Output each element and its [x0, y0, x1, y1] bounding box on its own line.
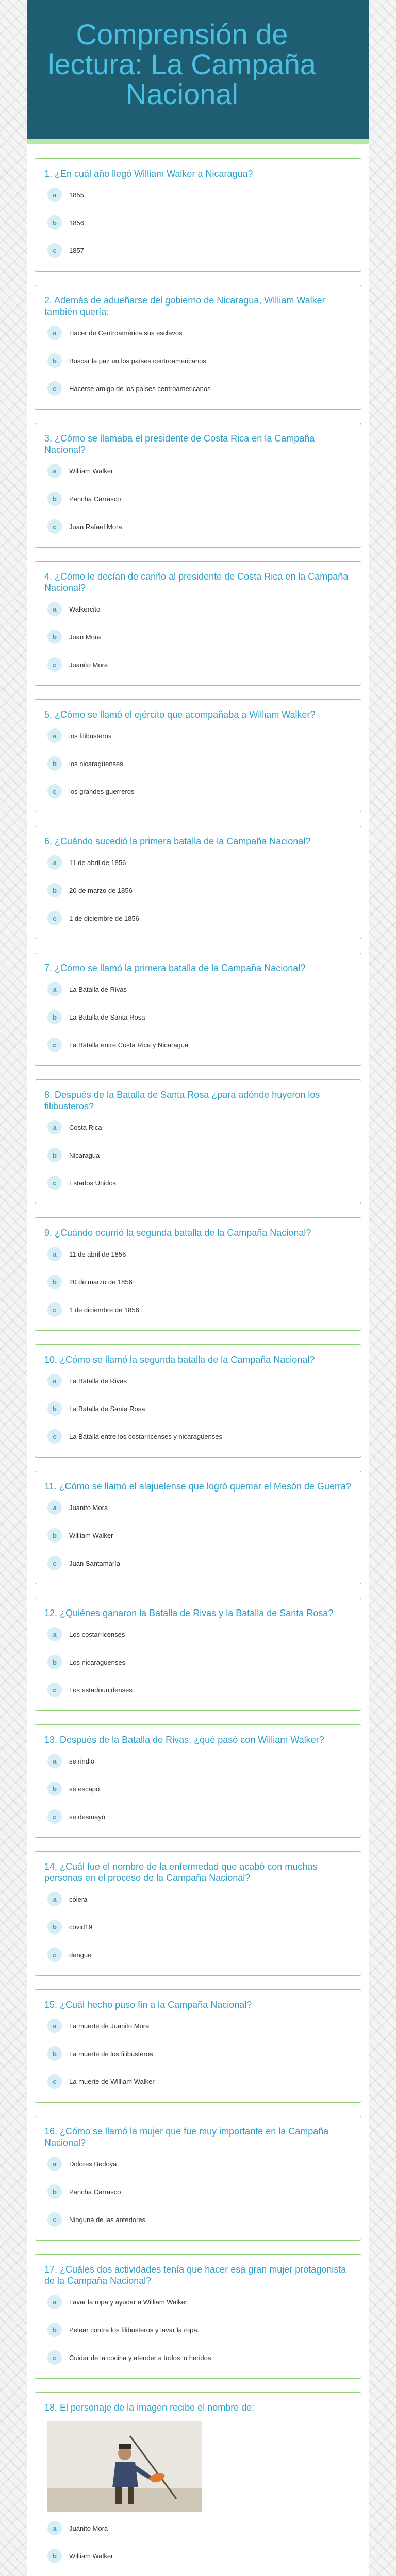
option-letter-badge: a	[47, 188, 62, 202]
question-text: 7. ¿Cómo se llamó la primera batalla de la Campaña Nacional?	[44, 963, 306, 973]
option-label: Juan Rafael Mora	[69, 522, 122, 531]
option-label: 1 de diciembre de 1856	[69, 914, 139, 922]
option-label: dengue	[69, 1951, 92, 1959]
answer-option[interactable]	[47, 2184, 353, 2199]
answer-options	[44, 464, 353, 534]
option-label: Juan Santamaría	[69, 1559, 121, 1567]
soldier-painting	[47, 2421, 202, 2512]
option-label: La muerte de los filibusteros	[69, 2049, 153, 2058]
option-letter-badge: b	[47, 2323, 62, 2337]
option-letter-badge: c	[47, 1947, 62, 1962]
option-letter-badge: c	[47, 657, 62, 672]
option-letter-badge: c	[47, 1176, 62, 1190]
answer-option[interactable]	[47, 1892, 353, 1906]
option-label: cólera	[69, 1895, 88, 1903]
option-label: Los estadounidenses	[69, 1686, 133, 1694]
answer-option[interactable]	[47, 1429, 353, 1444]
option-letter-badge: a	[47, 982, 62, 996]
answer-options	[44, 2295, 353, 2365]
option-letter-badge: c	[47, 1809, 62, 1824]
option-label: William Walker	[69, 467, 113, 475]
answer-option[interactable]	[47, 1247, 353, 1261]
question-text: 1. ¿En cuál año llegó William Walker a Nicaragua?	[44, 168, 253, 179]
answer-option[interactable]	[47, 1782, 353, 1796]
question-text: 8. Después de la Batalla de Santa Rosa ¿para adónde huyeron los filibusteros?	[44, 1090, 320, 1111]
answer-options	[44, 1500, 353, 1570]
question-text: 9. ¿Cuándo ocurrió la segunda batalla de la Campaña Nacional?	[44, 1228, 311, 1238]
option-letter-badge: b	[47, 2184, 62, 2199]
answer-option[interactable]	[47, 243, 353, 258]
question-text: 2. Además de adueñarse del gobierno de Nicaragua, William Walker también quería:	[44, 295, 325, 317]
question-text: 16. ¿Cómo se llamó la mujer que fue muy importante en la Campaña Nacional?	[44, 2126, 329, 2148]
answer-option[interactable]	[47, 2295, 353, 2309]
option-letter-badge: a	[47, 855, 62, 870]
answer-option[interactable]	[47, 602, 353, 616]
option-letter-badge: a	[47, 1120, 62, 1134]
question-card	[35, 953, 361, 1066]
answer-option[interactable]	[47, 353, 353, 368]
question-card	[35, 285, 361, 410]
answer-option[interactable]	[47, 1754, 353, 1768]
option-label: Cuidar de la cocina y atender a todos lo heridos.	[69, 2353, 213, 2362]
answer-option[interactable]	[47, 1302, 353, 1317]
answer-option[interactable]	[47, 911, 353, 925]
option-letter-badge: a	[47, 602, 62, 616]
option-label: La Batalla de Santa Rosa	[69, 1404, 145, 1413]
question-card	[35, 1724, 361, 1838]
answer-option[interactable]	[47, 2350, 353, 2365]
option-label: Pelear contra los filibusteros y lavar la ropa.	[69, 2326, 200, 2334]
option-letter-badge: a	[47, 728, 62, 743]
option-label: Costa Rica	[69, 1123, 102, 1131]
question-text: 14. ¿Cuál fue el nombre de la enfermedad que acabó con muchas personas en el proceso de la Campaña Nacional?	[44, 1861, 318, 1883]
page-title: Comprensión de lectura: La Campaña Nacional	[48, 18, 316, 110]
answer-options	[44, 1892, 353, 1962]
answer-options	[44, 728, 353, 799]
hero-banner	[27, 0, 369, 139]
option-letter-badge: c	[47, 519, 62, 534]
option-letter-badge: c	[47, 2074, 62, 2089]
answer-option[interactable]	[47, 883, 353, 897]
question-card	[35, 1344, 361, 1458]
question-card	[35, 1217, 361, 1331]
answer-options	[44, 326, 353, 396]
answer-options	[44, 1754, 353, 1824]
option-letter-badge: c	[47, 1038, 62, 1052]
option-letter-badge: b	[47, 1782, 62, 1796]
option-label: Nicaragua	[69, 1151, 100, 1159]
answer-options	[44, 1627, 353, 1697]
answer-option[interactable]	[47, 1528, 353, 1543]
option-letter-badge: b	[47, 1401, 62, 1416]
answer-option[interactable]	[47, 855, 353, 870]
option-letter-badge: b	[47, 1148, 62, 1162]
option-label: 1857	[69, 246, 84, 255]
question-card	[35, 423, 361, 548]
option-label: 1855	[69, 191, 84, 199]
answer-option[interactable]	[47, 982, 353, 996]
option-label: La Batalla entre Costa Rica y Nicaragua	[69, 1041, 189, 1049]
answer-option[interactable]	[47, 2046, 353, 2061]
option-letter-badge: a	[47, 1892, 62, 1906]
question-list	[27, 144, 369, 2576]
option-letter-badge: a	[47, 2521, 62, 2535]
question-card	[35, 158, 361, 272]
answer-options	[44, 855, 353, 925]
answer-option[interactable]	[47, 188, 353, 202]
question-text: 15. ¿Cuál hecho puso fin a la Campaña Nacional?	[44, 1999, 252, 2010]
option-label: Hacerse amigo de los países centroamericanos	[69, 384, 211, 393]
question-text: 5. ¿Cómo se llamó el ejército que acompañaba a William Walker?	[44, 709, 316, 720]
option-letter-badge: c	[47, 1683, 62, 1697]
option-letter-badge: a	[47, 1627, 62, 1641]
answer-option[interactable]	[47, 1401, 353, 1416]
option-letter-badge: a	[47, 1500, 62, 1515]
option-label: 1 de diciembre de 1856	[69, 1306, 139, 1314]
quiz-page	[27, 0, 369, 2576]
answer-option[interactable]	[47, 215, 353, 230]
answer-options	[44, 2019, 353, 2089]
answer-option[interactable]	[47, 1556, 353, 1570]
option-label: Los costarricenses	[69, 1630, 125, 1638]
option-label: Ninguna de las anteriores	[69, 2215, 146, 2224]
answer-option[interactable]	[47, 1920, 353, 1934]
question-card	[35, 2392, 361, 2576]
option-label: Juanito Mora	[69, 1503, 108, 1512]
question-text: 11. ¿Cómo se llamó el alajuelense que logró quemar el Mesón de Guerra?	[44, 1481, 351, 1492]
option-letter-badge: a	[47, 2019, 62, 2033]
option-letter-badge: c	[47, 2212, 62, 2227]
option-label: Pancha Carrasco	[69, 495, 121, 503]
option-letter-badge: a	[47, 1374, 62, 1388]
question-text: 12. ¿Quiénes ganaron la Batalla de Rivas y la Batalla de Santa Rosa?	[44, 1608, 334, 1618]
answer-option[interactable]	[47, 1010, 353, 1024]
answer-option[interactable]	[47, 2157, 353, 2171]
answer-option[interactable]	[47, 1683, 353, 1697]
option-letter-badge: b	[47, 756, 62, 771]
answer-option[interactable]	[47, 2212, 353, 2227]
option-label: 11 de abril de 1856	[69, 1250, 126, 1258]
question-text: 13. Después de la Batalla de Rivas, ¿qué pasó con William Walker?	[44, 1735, 324, 1745]
option-label: 20 de marzo de 1856	[69, 886, 133, 894]
option-letter-badge: c	[47, 784, 62, 799]
option-label: Juanito Mora	[69, 660, 108, 669]
option-letter-badge: b	[47, 1655, 62, 1669]
option-letter-badge: c	[47, 1556, 62, 1570]
option-label: Walkercito	[69, 605, 101, 613]
option-label: 11 de abril de 1856	[69, 858, 126, 867]
option-label: los filibusteros	[69, 732, 112, 740]
answer-option[interactable]	[47, 784, 353, 799]
question-text: 3. ¿Cómo se llamaba el presidente de Costa Rica en la Campaña Nacional?	[44, 433, 315, 455]
answer-option[interactable]	[47, 464, 353, 478]
option-letter-badge: c	[47, 1302, 62, 1317]
answer-options	[44, 2157, 353, 2227]
option-label: los grandes guerreros	[69, 787, 135, 795]
option-letter-badge: b	[47, 2549, 62, 2563]
option-letter-badge: b	[47, 1010, 62, 1024]
option-label: 1856	[69, 218, 84, 227]
question-card	[35, 561, 361, 686]
option-label: se desmayó	[69, 1812, 106, 1821]
option-label: Estados Unidos	[69, 1179, 117, 1187]
question-text: 10. ¿Cómo se llamó la segunda batalla de la Campaña Nacional?	[44, 1354, 315, 1365]
answer-option[interactable]	[47, 2521, 353, 2535]
question-text: 18. El personaje de la imagen recibe el nombre de:	[44, 2402, 255, 2413]
question-card	[35, 2254, 361, 2379]
question-image	[47, 2421, 202, 2512]
answer-option[interactable]	[47, 381, 353, 396]
question-text: 4. ¿Cómo le decían de cariño al presidente de Costa Rica en la Campaña Nacional?	[44, 571, 349, 593]
option-letter-badge: b	[47, 1528, 62, 1543]
answer-option[interactable]	[47, 1809, 353, 1824]
option-letter-badge: a	[47, 326, 62, 340]
answer-option[interactable]	[47, 1500, 353, 1515]
option-label: La Batalla de Santa Rosa	[69, 1013, 145, 1021]
option-label: La Batalla entre los costarricenses y nicaragüenses	[69, 1432, 222, 1440]
question-card	[35, 1851, 361, 1976]
question-card	[35, 699, 361, 812]
answer-option[interactable]	[47, 2074, 353, 2089]
answer-option[interactable]	[47, 492, 353, 506]
answer-option[interactable]	[47, 756, 353, 771]
option-label: Hacer de Centroamérica sus esclavos	[69, 329, 183, 337]
option-letter-badge: c	[47, 1429, 62, 1444]
option-label: La muerte de Juanito Mora	[69, 2022, 150, 2030]
answer-option[interactable]	[47, 1120, 353, 1134]
question-card	[35, 1471, 361, 1584]
option-letter-badge: b	[47, 353, 62, 368]
option-label: se rindió	[69, 1757, 95, 1765]
option-label: Dolores Bedoya	[69, 2160, 117, 2168]
answer-options	[44, 1120, 353, 1190]
option-label: Buscar la paz en los países centroamericanos	[69, 357, 206, 365]
answer-option[interactable]	[47, 326, 353, 340]
answer-option[interactable]	[47, 2019, 353, 2033]
answer-option[interactable]	[47, 630, 353, 644]
option-letter-badge: b	[47, 215, 62, 230]
question-card	[35, 2116, 361, 2241]
option-letter-badge: a	[47, 2295, 62, 2309]
option-label: los nicaragüenses	[69, 759, 123, 768]
answer-options	[44, 1374, 353, 1444]
option-label: La Batalla de Rivas	[69, 985, 127, 993]
option-letter-badge: a	[47, 1247, 62, 1261]
option-letter-badge: c	[47, 243, 62, 258]
answer-option[interactable]	[47, 657, 353, 672]
answer-option[interactable]	[47, 1275, 353, 1289]
option-label: William Walker	[69, 2552, 113, 2560]
answer-option[interactable]	[47, 1627, 353, 1641]
answer-option[interactable]	[47, 728, 353, 743]
answer-options	[44, 2521, 353, 2576]
accent-bar	[27, 139, 369, 144]
option-letter-badge: c	[47, 381, 62, 396]
answer-options	[44, 602, 353, 672]
option-letter-badge: c	[47, 911, 62, 925]
answer-option[interactable]	[47, 1655, 353, 1669]
option-letter-badge: b	[47, 2046, 62, 2061]
answer-options	[44, 188, 353, 258]
option-letter-badge: b	[47, 492, 62, 506]
option-label: La Batalla de Rivas	[69, 1377, 127, 1385]
option-label: 20 de marzo de 1856	[69, 1278, 133, 1286]
question-card	[35, 1079, 361, 1204]
option-label: William Walker	[69, 1531, 113, 1539]
answer-option[interactable]	[47, 1148, 353, 1162]
option-label: Lavar la ropa y ayudar a William Walker.	[69, 2298, 189, 2306]
answer-option[interactable]	[47, 519, 353, 534]
answer-option[interactable]	[47, 1176, 353, 1190]
option-letter-badge: c	[47, 2350, 62, 2365]
option-letter-badge: a	[47, 2157, 62, 2171]
option-letter-badge: b	[47, 1275, 62, 1289]
answer-options	[44, 1247, 353, 1317]
option-letter-badge: b	[47, 883, 62, 897]
question-card	[35, 1598, 361, 1711]
option-label: Juanito Mora	[69, 2524, 108, 2532]
answer-option[interactable]	[47, 1038, 353, 1052]
option-label: La muerte de William Walker	[69, 2077, 155, 2086]
option-label: Juan Mora	[69, 633, 101, 641]
answer-option[interactable]	[47, 2549, 353, 2563]
option-letter-badge: a	[47, 464, 62, 478]
option-label: Los nicaragüenses	[69, 1658, 126, 1666]
option-label: covid19	[69, 1923, 92, 1931]
question-card	[35, 1989, 361, 2103]
option-letter-badge: b	[47, 1920, 62, 1934]
answer-option[interactable]	[47, 1374, 353, 1388]
option-letter-badge: a	[47, 1754, 62, 1768]
answer-option[interactable]	[47, 1947, 353, 1962]
option-label: se escapó	[69, 1785, 100, 1793]
answer-option[interactable]	[47, 2323, 353, 2337]
question-text: 6. ¿Cuándo sucedió la primera batalla de la Campaña Nacional?	[44, 836, 311, 846]
option-letter-badge: b	[47, 630, 62, 644]
question-card	[35, 826, 361, 939]
option-label: Pancha Carrasco	[69, 2188, 121, 2196]
answer-options	[44, 982, 353, 1052]
question-text: 17. ¿Cuáles dos actividades tenía que hacer esa gran mujer protagonista de la Campaña Nacional?	[44, 2264, 346, 2286]
